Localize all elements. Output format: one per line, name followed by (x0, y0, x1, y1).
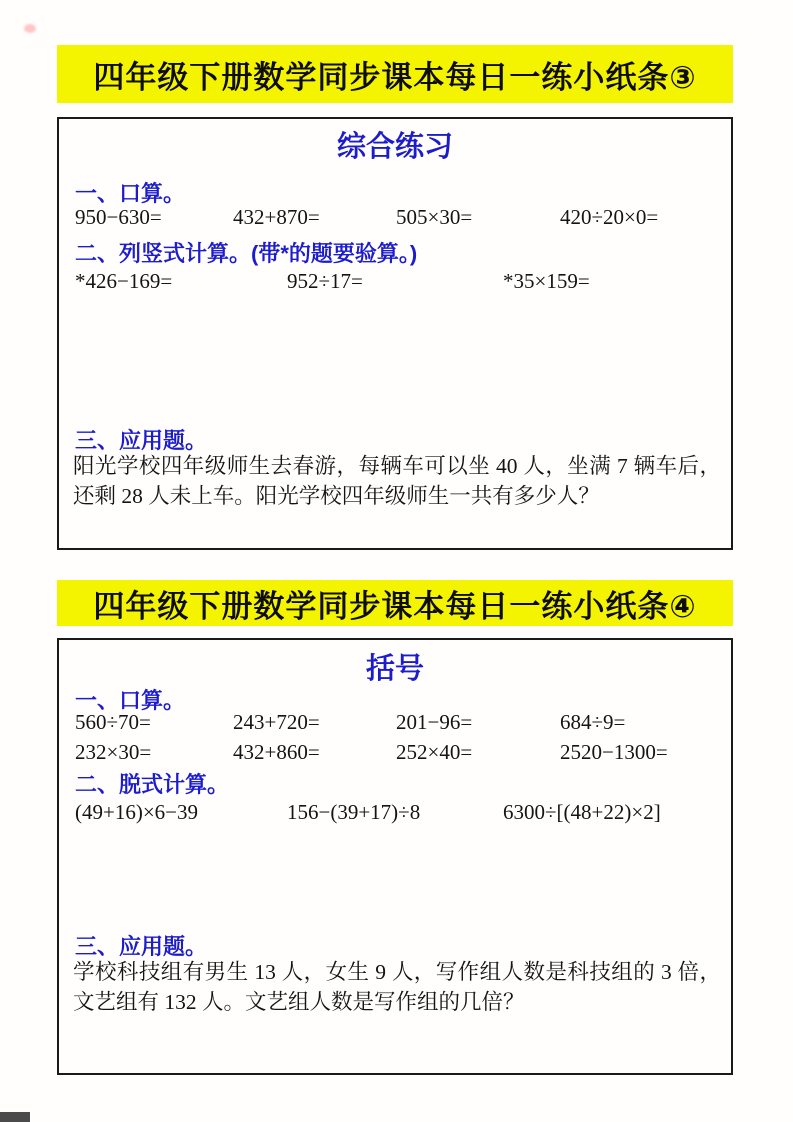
sheet4-expression-row (75, 800, 723, 825)
equation: 432+860= (233, 740, 320, 764)
sheet4-oral-row-2 (75, 740, 723, 765)
sheet4-section2-heading: 二、脱式计算。 (75, 772, 230, 797)
equation: 420÷20×0= (560, 205, 659, 229)
sheet3-title: 综合练习 (336, 131, 453, 163)
equation: 432+870= (233, 205, 320, 229)
sheet3-section2-heading: 二、列竖式计算。(带*的题要验算。) (75, 241, 418, 266)
sheet3-oral-row (75, 205, 723, 230)
sheet3-banner-title: 四年级下册数学同步课本每日一练小纸条③ (93, 59, 697, 95)
sheet3-written-row (75, 269, 723, 294)
equation: 952÷17= (287, 269, 363, 293)
sheet4-word-problem: 学校科技组有男生 13 人，女生 9 人，写作组人数是科技组的 3 倍，文艺组有 132 人。文艺组人数是写作组的几倍？ (73, 960, 721, 1014)
equation: 252×40= (396, 740, 473, 764)
equation: *426−169= (75, 269, 173, 293)
sheet4-banner (57, 580, 733, 626)
scan-artifact-corner-smudge (0, 1112, 30, 1122)
sheet4-title: 括号 (365, 653, 424, 685)
equation: 684÷9= (560, 710, 626, 734)
equation: 950−630= (75, 205, 162, 229)
sheet4-section3-heading: 三、应用题。 (75, 934, 208, 959)
sheet3-banner (57, 45, 733, 103)
equation: 201−96= (396, 710, 473, 734)
sheet3-section3-heading: 三、应用题。 (75, 428, 208, 453)
scan-artifact-pink-smudge (24, 24, 36, 33)
sheet4-section1-heading: 一、口算。 (75, 688, 186, 713)
equation: 6300÷[(48+22)×2] (503, 800, 661, 824)
sheet4-worksheet-box (57, 638, 733, 1075)
sheet3-word-problem: 阳光学校四年级师生去春游，每辆车可以坐 40 人，坐满 7 辆车后，还剩 28 人未上车。阳光学校四年级师生一共有多少人？ (73, 454, 721, 508)
sheet3-section1-heading: 一、口算。 (75, 181, 186, 206)
equation: *35×159= (503, 269, 590, 293)
equation: 505×30= (396, 205, 473, 229)
equation: 156−(39+17)÷8 (287, 800, 421, 824)
equation: 243+720= (233, 710, 320, 734)
sheet4-banner-title: 四年级下册数学同步课本每日一练小纸条④ (93, 588, 697, 624)
sheet3-worksheet-box (57, 117, 733, 550)
equation: 232×30= (75, 740, 152, 764)
equation: 560÷70= (75, 710, 151, 734)
equation: (49+16)×6−39 (75, 800, 199, 824)
equation: 2520−1300= (560, 740, 668, 764)
sheet4-oral-row-1 (75, 710, 723, 735)
